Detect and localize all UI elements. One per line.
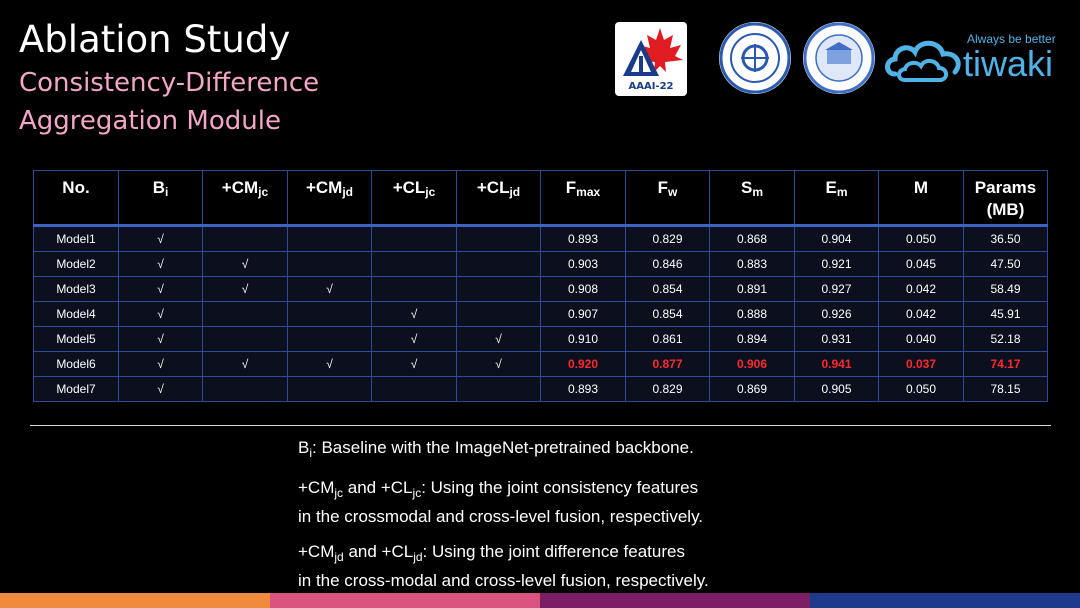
logo-strip: [615, 20, 1080, 100]
tiwaki-brand: tiwaki: [963, 43, 1054, 84]
note-text: : Using the joint difference features: [422, 542, 685, 561]
bottom-color-bar: [0, 593, 1080, 608]
table-cell: √: [119, 252, 203, 277]
column-header: [541, 171, 626, 226]
column-header-subscript: w: [668, 185, 678, 199]
column-header-subscript: m: [752, 185, 763, 199]
slide-subtitle: [19, 64, 319, 140]
table-cell: 58.49: [964, 277, 1048, 302]
column-header: [457, 171, 541, 226]
column-header-label: M: [913, 178, 929, 197]
slide-title: Ablation Study: [19, 18, 291, 61]
column-header-label: +CM: [221, 178, 259, 197]
table-cell: [288, 377, 372, 402]
table-cell: [203, 302, 288, 327]
table-row: [34, 226, 1048, 252]
table-cell: 78.15: [964, 377, 1048, 402]
table-cell: 0.050: [879, 226, 964, 252]
dalian-university-seal: [719, 22, 791, 94]
table-row: [34, 377, 1048, 402]
table-cell: 0.893: [541, 377, 626, 402]
table-cell: 0.888: [710, 302, 795, 327]
column-header: [34, 171, 119, 226]
table-cell: Model1: [34, 226, 119, 252]
column-header-subscript: jd: [509, 185, 521, 199]
column-header-label: S: [740, 178, 753, 197]
note-term-sub: jc: [334, 486, 344, 500]
table-row: [34, 327, 1048, 352]
table-cell: 0.846: [626, 252, 710, 277]
table-cell: √: [457, 352, 541, 377]
table-cell: Model6: [34, 352, 119, 377]
column-header-label: +CL: [476, 178, 510, 197]
column-header-subscript: max: [576, 185, 601, 199]
table-cell: √: [372, 352, 457, 377]
table-cell: 0.920: [541, 352, 626, 377]
column-header: [879, 171, 964, 226]
aaai-logo: [615, 22, 687, 96]
table-cell: 0.894: [710, 327, 795, 352]
table-cell: Model5: [34, 327, 119, 352]
table-header: [34, 171, 1048, 226]
table-cell: 0.891: [710, 277, 795, 302]
column-header-label: F: [565, 178, 577, 197]
column-header: [119, 171, 203, 226]
table-cell: 0.861: [626, 327, 710, 352]
note-term-sub: jc: [412, 486, 422, 500]
table-row: [34, 302, 1048, 327]
table-cell: 0.050: [879, 377, 964, 402]
table-cell: 47.50: [964, 252, 1048, 277]
table-cell: √: [288, 277, 372, 302]
table-cell: 0.854: [626, 302, 710, 327]
table-cell: [372, 252, 457, 277]
note-term-sub: i: [309, 446, 313, 460]
table-cell: √: [372, 327, 457, 352]
table-cell: [372, 226, 457, 252]
note-text: in the cross-modal and cross-level fusion, respectively.: [298, 571, 709, 590]
column-header-subscript: jc: [258, 185, 269, 199]
table-cell: √: [119, 327, 203, 352]
bottom-bar-segment: [0, 593, 270, 608]
table-cell: 0.877: [626, 352, 710, 377]
table-cell: [288, 327, 372, 352]
table-cell: Model3: [34, 277, 119, 302]
table-cell: [288, 226, 372, 252]
table-cell: √: [203, 352, 288, 377]
table-cell: [372, 277, 457, 302]
tiwaki-logo: [883, 20, 1080, 100]
university-seal-icon: [719, 22, 791, 94]
table-cell: Model2: [34, 252, 119, 277]
column-header-label: +CM: [305, 178, 343, 197]
note-text: : Baseline with the ImageNet-pretrained backbone.: [312, 438, 694, 457]
column-header-subscript: jc: [425, 185, 436, 199]
note-term: and +CL: [343, 478, 413, 497]
tiwaki-slogan: Always be better: [967, 32, 1056, 46]
ablation-table: [33, 170, 1048, 402]
table-cell: [288, 252, 372, 277]
triangle-mark-icon: [621, 38, 661, 78]
table-cell: 0.907: [541, 302, 626, 327]
table-cell: 0.040: [879, 327, 964, 352]
table-cell: 0.931: [795, 327, 879, 352]
table-cell: 36.50: [964, 226, 1048, 252]
table-cell: [457, 252, 541, 277]
column-header-subscript: m: [836, 185, 848, 199]
table-cell: [203, 377, 288, 402]
table-cell: 0.906: [710, 352, 795, 377]
table-cell: 0.854: [626, 277, 710, 302]
table-cell: Model4: [34, 302, 119, 327]
table-cell: [203, 327, 288, 352]
note-term: and +CL: [343, 542, 414, 561]
column-header: [795, 171, 879, 226]
table-cell: [203, 226, 288, 252]
table-cell: Model7: [34, 377, 119, 402]
subtitle-line-2: Aggregation Module: [19, 106, 281, 136]
table-cell: 0.042: [879, 302, 964, 327]
table-cell: 0.941: [795, 352, 879, 377]
table-cell: √: [203, 277, 288, 302]
table-cell: √: [119, 352, 203, 377]
column-header-label: F: [657, 178, 669, 197]
aaai-label: AAAI-22: [628, 81, 674, 92]
note-consistency: [298, 476, 818, 529]
table-cell: [457, 226, 541, 252]
note-text: in the crossmodal and cross-level fusion, respectively.: [298, 507, 704, 526]
table-cell: 0.910: [541, 327, 626, 352]
table-body: [34, 226, 1048, 402]
lab-seal-icon: [803, 22, 875, 94]
table-cell: 0.926: [795, 302, 879, 327]
column-header-label: E: [825, 178, 837, 197]
cloud-icon: [883, 28, 967, 88]
note-term: +CM: [298, 542, 335, 561]
table-cell: [457, 277, 541, 302]
note-term-sub: jd: [413, 550, 423, 564]
table-row: [34, 277, 1048, 302]
table-cell: [372, 377, 457, 402]
note-text: : Using the joint consistency features: [421, 478, 699, 497]
header-row: [34, 171, 1048, 226]
bottom-bar-segment: [810, 593, 1080, 608]
column-header: [372, 171, 457, 226]
table-cell: 45.91: [964, 302, 1048, 327]
column-header-label: B: [152, 178, 165, 197]
column-header: [710, 171, 795, 226]
table-cell: √: [457, 327, 541, 352]
note-term: B: [298, 438, 310, 457]
table-cell: 0.045: [879, 252, 964, 277]
table-cell: √: [119, 377, 203, 402]
table-cell: 0.868: [710, 226, 795, 252]
table-cell: [457, 377, 541, 402]
table-cell: √: [203, 252, 288, 277]
note-difference: [298, 540, 818, 593]
column-header: [203, 171, 288, 226]
table-cell: 0.883: [710, 252, 795, 277]
table-cell: 0.903: [541, 252, 626, 277]
column-header-label: +CL: [392, 178, 426, 197]
column-header-label: No.: [62, 178, 90, 197]
table-cell: 0.869: [710, 377, 795, 402]
table-cell: 52.18: [964, 327, 1048, 352]
table-row: [34, 352, 1048, 377]
column-header: [288, 171, 372, 226]
table-row: [34, 252, 1048, 277]
table-cell: 0.829: [626, 377, 710, 402]
table-cell: 0.921: [795, 252, 879, 277]
column-header-label: Params (MB): [974, 178, 1037, 219]
table-cell: 0.037: [879, 352, 964, 377]
table-cell: √: [119, 302, 203, 327]
divider: [30, 425, 1051, 426]
bottom-bar-segment: [270, 593, 540, 608]
table-cell: 0.829: [626, 226, 710, 252]
column-header: [626, 171, 710, 226]
table-cell: √: [119, 226, 203, 252]
table-cell: 0.893: [541, 226, 626, 252]
table-cell: √: [288, 352, 372, 377]
column-header-subscript: i: [164, 185, 169, 199]
table-cell: √: [372, 302, 457, 327]
notes-section: [298, 436, 818, 604]
table-cell: 0.927: [795, 277, 879, 302]
lab-seal: [803, 22, 875, 94]
bottom-bar-segment: [540, 593, 810, 608]
note-term: +CM: [298, 478, 335, 497]
note-term-sub: jd: [334, 550, 344, 564]
subtitle-line-1: Consistency-Difference: [19, 68, 320, 98]
table-cell: [288, 302, 372, 327]
column-header: [964, 171, 1048, 226]
table-cell: 0.904: [795, 226, 879, 252]
column-header-subscript: jd: [342, 185, 354, 199]
table-cell: √: [119, 277, 203, 302]
table-cell: 0.905: [795, 377, 879, 402]
note-baseline: [298, 436, 818, 465]
table-cell: 74.17: [964, 352, 1048, 377]
table-cell: 0.042: [879, 277, 964, 302]
table-cell: 0.908: [541, 277, 626, 302]
table-cell: [457, 302, 541, 327]
